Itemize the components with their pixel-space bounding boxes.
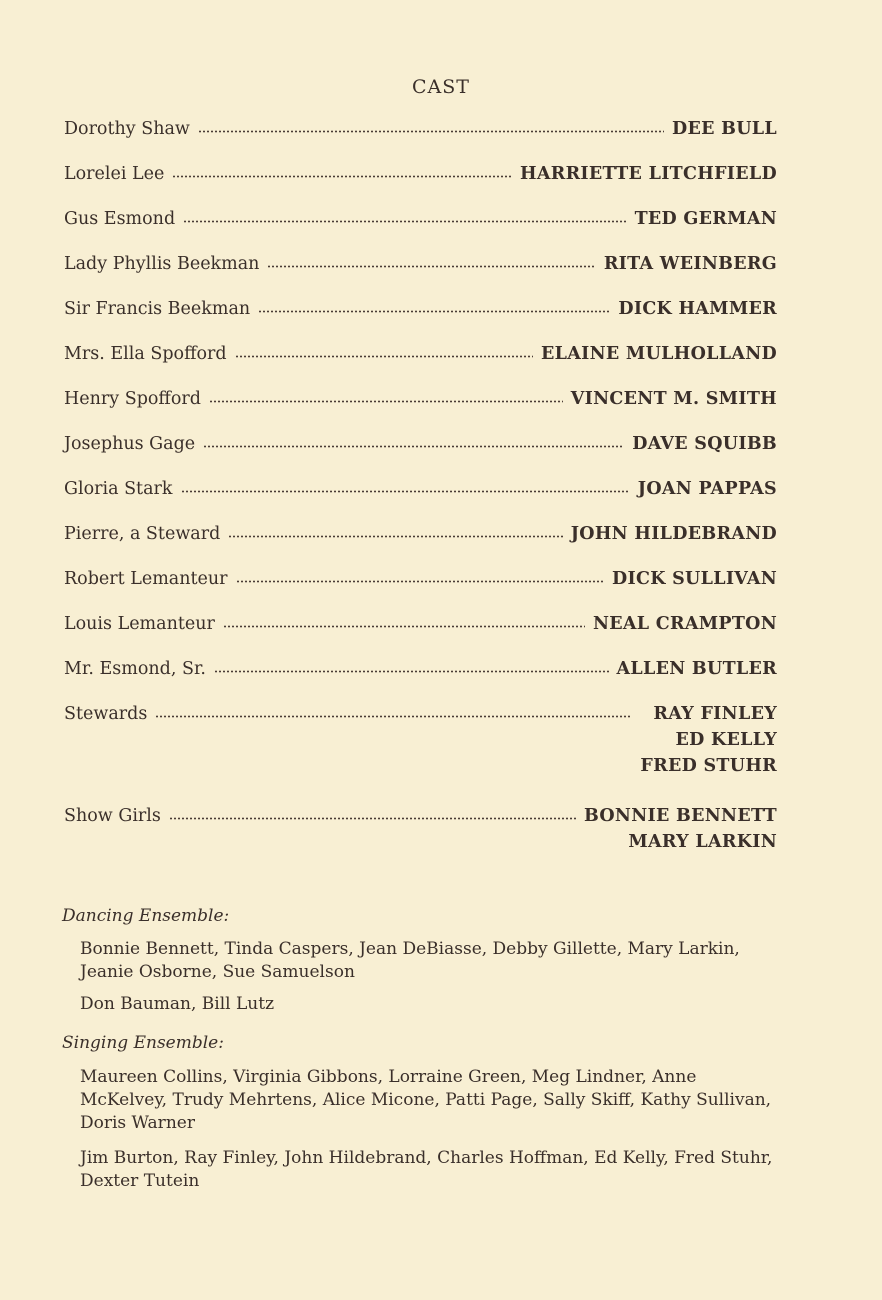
cast-role: Lady Phyllis Beekman [64,254,260,274]
leader-dots [183,206,626,223]
leader-dots [169,803,576,820]
cast-actors [584,803,777,855]
cast-role: Mr. Esmond, Sr. [64,659,206,679]
actor-name: RITA WEINBERG [603,254,777,274]
leader-dots [203,431,624,448]
actor-name: BONNIE BENNETT [583,806,777,826]
actor-name: VINCENT M. SMITH [570,389,777,409]
cast-actors [604,251,777,277]
leader-dots [214,656,609,673]
leader-dots [172,161,512,178]
singing-ensemble-men: Jim Burton, Ray Finley, John Hildebrand, Charles Hoffman, Ed Kelly, Fred Stuhr, Dexter Tutein [80,1148,773,1191]
cast-row [64,206,777,232]
actor-name: MARY LARKIN [628,832,777,852]
cast-row [64,656,777,682]
cast-actors [635,206,777,232]
actor-name: DEE BULL [671,119,777,139]
singing-ensemble-section [62,1032,782,1193]
cast-actors [672,116,777,142]
cast-role: Dorothy Shaw [64,119,190,139]
cast-role: Stewards [64,704,148,724]
actor-name: RAY FINLEY [653,704,777,724]
leader-dots [181,476,630,493]
cast-row [64,701,777,779]
leader-dots [198,116,664,133]
leader-dots [258,296,610,313]
cast-row [64,296,777,322]
actor-name: FRED STUHR [640,756,777,776]
cast-actors [612,566,777,592]
cast-row [64,803,777,855]
cast-actors [541,341,777,367]
cast-row [64,251,777,277]
cast-role: Gus Esmond [64,209,176,229]
dancing-ensemble-women: Bonnie Bennett, Tinda Caspers, Jean DeBiasse, Debby Gillette, Mary Larkin, Jeanie Osborne, Sue Samuelson [80,939,740,982]
cast-role: Louis Lemanteur [64,614,215,634]
actor-name: NEAL CRAMPTON [592,614,777,634]
cast-actors [617,656,777,682]
cast-row [64,386,777,412]
cast-row [64,161,777,187]
cast-row [64,611,777,637]
dancing-ensemble-label: Dancing Ensemble: [62,906,230,926]
dancing-ensemble-section [62,905,782,1016]
cast-role: Mrs. Ella Spofford [64,344,227,364]
leader-dots [267,251,595,268]
cast-list [64,116,777,855]
cast-actors [638,476,777,502]
actor-name: DAVE SQUIBB [632,434,777,454]
cast-actors [593,611,777,637]
leader-dots [235,341,533,358]
cast-role: Gloria Stark [64,479,173,499]
cast-row [64,476,777,502]
cast-actors [571,521,777,547]
cast-role: Sir Francis Beekman [64,299,251,319]
cast-row [64,521,777,547]
singing-ensemble-women: Maureen Collins, Virginia Gibbons, Lorraine Green, Meg Lindner, Anne McKelvey, Trudy Mehrtens, Alice Micone, Patti Page, Sally Skiff, Kathy Sullivan, Doris Warner [80,1067,772,1133]
cast-role: Josephus Gage [64,434,196,454]
cast-role: Henry Spofford [64,389,201,409]
actor-name: ED KELLY [675,730,777,750]
cast-actors [618,296,777,322]
cast-actors [520,161,777,187]
actor-name: HARRIETTE LITCHFIELD [520,164,777,184]
singing-ensemble-label: Singing Ensemble: [62,1033,224,1053]
dancing-ensemble-men: Don Bauman, Bill Lutz [80,994,275,1014]
leader-dots [228,521,562,538]
leader-dots [236,566,604,583]
cast-actors [571,386,777,412]
actor-name: DICK HAMMER [618,299,777,319]
cast-row [64,566,777,592]
cast-row [64,116,777,142]
actor-name: JOAN PAPPAS [637,479,777,499]
page-title: CAST [412,76,470,98]
cast-row [64,341,777,367]
cast-actors [632,431,777,457]
actor-name: DICK SULLIVAN [612,569,777,589]
actor-name: ELAINE MULHOLLAND [540,344,777,364]
leader-dots [209,386,563,403]
leader-dots [155,701,632,718]
actor-name: TED GERMAN [634,209,777,229]
actor-name: ALLEN BUTLER [616,659,777,679]
cast-row [64,431,777,457]
cast-role: Robert Lemanteur [64,569,228,589]
cast-role: Show Girls [64,806,161,826]
cast-role: Pierre, a Steward [64,524,221,544]
cast-role: Lorelei Lee [64,164,165,184]
cast-actors [640,701,777,779]
leader-dots [223,611,585,628]
actor-name: JOHN HILDEBRAND [570,524,777,544]
